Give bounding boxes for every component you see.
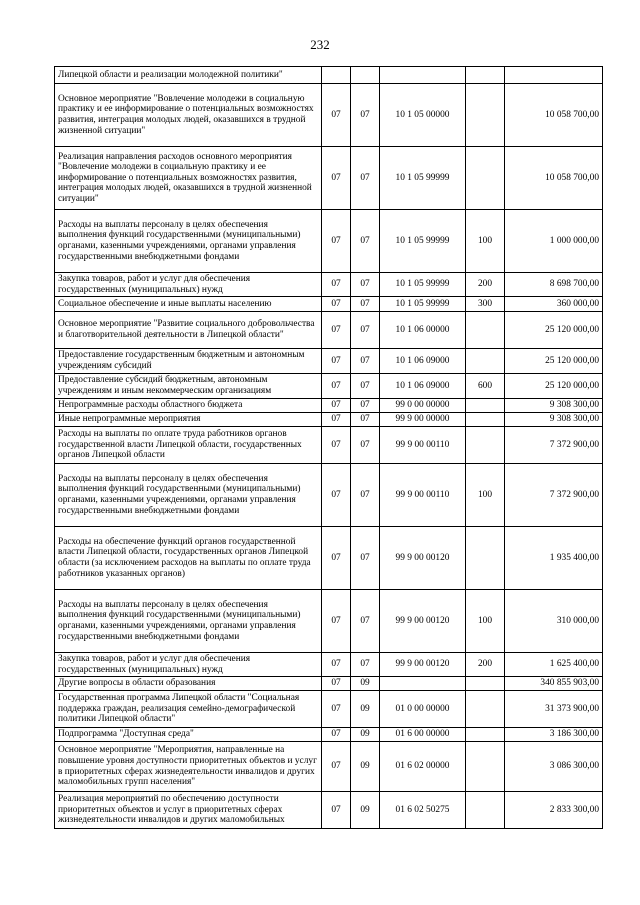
row-section: 07 <box>322 792 351 829</box>
table-row <box>55 792 603 829</box>
row-section: 07 <box>322 147 351 210</box>
table-row <box>55 84 603 147</box>
row-section: 07 <box>322 413 351 427</box>
row-subsection: 07 <box>351 413 380 427</box>
row-name: Реализация направления расходов основного мероприятия "Вовлечение молодежи в социальную практику и ее информирование о потенциальных возможностях развития, интеграция молодых людей, оказавшихся в трудной жизненной ситуации" <box>55 147 322 210</box>
budget-table <box>54 66 603 829</box>
row-expense-type <box>466 349 505 374</box>
table-row <box>55 464 603 527</box>
row-amount: 9 308 300,00 <box>505 413 603 427</box>
row-expense-type: 100 <box>466 464 505 527</box>
row-section <box>322 67 351 84</box>
row-section: 07 <box>322 464 351 527</box>
table-row <box>55 691 603 728</box>
row-amount: 10 058 700,00 <box>505 84 603 147</box>
row-subsection: 07 <box>351 210 380 273</box>
row-amount: 3 186 300,00 <box>505 728 603 742</box>
row-amount: 8 698 700,00 <box>505 273 603 297</box>
row-section: 07 <box>322 84 351 147</box>
row-name: Расходы на обеспечение функций органов государственной власти Липецкой области, государственных органов Липецкой области (за исключением расходов на выплаты по оплате труда работников указанных органов) <box>55 527 322 590</box>
row-subsection: 09 <box>351 677 380 691</box>
row-section: 07 <box>322 742 351 792</box>
table-row <box>55 590 603 653</box>
row-subsection: 07 <box>351 427 380 464</box>
row-section: 07 <box>322 312 351 349</box>
row-amount: 340 855 903,00 <box>505 677 603 691</box>
row-target-article: 10 1 06 00000 <box>380 312 466 349</box>
table-row <box>55 677 603 691</box>
row-subsection: 07 <box>351 349 380 374</box>
row-expense-type: 300 <box>466 297 505 312</box>
row-section: 07 <box>322 691 351 728</box>
row-name: Расходы на выплаты персоналу в целях обеспечения выполнения функций государственными (муниципальными) органами, казенными учреждениями, органами управления государственными внебюджетными фондами <box>55 210 322 273</box>
table-row <box>55 312 603 349</box>
row-target-article: 10 1 05 99999 <box>380 147 466 210</box>
row-expense-type: 600 <box>466 374 505 399</box>
row-expense-type <box>466 399 505 413</box>
table-row <box>55 527 603 590</box>
row-subsection: 07 <box>351 84 380 147</box>
table-row <box>55 728 603 742</box>
row-amount: 3 086 300,00 <box>505 742 603 792</box>
row-amount: 1 625 400,00 <box>505 653 603 677</box>
row-target-article: 01 6 02 50275 <box>380 792 466 829</box>
row-target-article: 99 9 00 00110 <box>380 464 466 527</box>
row-subsection: 09 <box>351 742 380 792</box>
table-row <box>55 427 603 464</box>
row-target-article: 99 9 00 00120 <box>380 527 466 590</box>
table-row <box>55 67 603 84</box>
row-name: Государственная программа Липецкой области "Социальная поддержка граждан, реализация семейно-демографической политики Липецкой области" <box>55 691 322 728</box>
row-section: 07 <box>322 374 351 399</box>
row-subsection: 07 <box>351 464 380 527</box>
table-row <box>55 742 603 792</box>
row-subsection: 09 <box>351 792 380 829</box>
row-expense-type <box>466 742 505 792</box>
row-target-article: 99 0 00 00000 <box>380 399 466 413</box>
row-expense-type: 100 <box>466 590 505 653</box>
row-section: 07 <box>322 728 351 742</box>
row-subsection: 07 <box>351 590 380 653</box>
row-amount: 10 058 700,00 <box>505 147 603 210</box>
table-row <box>55 273 603 297</box>
row-amount: 25 120 000,00 <box>505 349 603 374</box>
table-row <box>55 413 603 427</box>
row-subsection: 07 <box>351 399 380 413</box>
row-name: Основное мероприятие "Развитие социального добровольчества и благотворительной деятельности в Липецкой области" <box>55 312 322 349</box>
row-section: 07 <box>322 677 351 691</box>
row-amount: 360 000,00 <box>505 297 603 312</box>
row-subsection: 07 <box>351 653 380 677</box>
row-subsection: 07 <box>351 147 380 210</box>
row-expense-type <box>466 147 505 210</box>
row-name: Основное мероприятие "Вовлечение молодежи в социальную практику и ее информирование о потенциальных возможностях развития, интеграция молодых людей, оказавшихся в трудной жизненной ситуации" <box>55 84 322 147</box>
row-amount: 25 120 000,00 <box>505 374 603 399</box>
row-name: Подпрограмма "Доступная среда" <box>55 728 322 742</box>
row-section: 07 <box>322 399 351 413</box>
row-section: 07 <box>322 349 351 374</box>
row-target-article: 10 1 06 09000 <box>380 349 466 374</box>
row-name: Непрограммные расходы областного бюджета <box>55 399 322 413</box>
row-expense-type <box>466 413 505 427</box>
row-amount: 1 000 000,00 <box>505 210 603 273</box>
row-section: 07 <box>322 297 351 312</box>
row-amount: 7 372 900,00 <box>505 427 603 464</box>
row-target-article <box>380 67 466 84</box>
row-target-article: 10 1 06 09000 <box>380 374 466 399</box>
row-target-article: 01 0 00 00000 <box>380 691 466 728</box>
row-amount: 25 120 000,00 <box>505 312 603 349</box>
row-name: Расходы на выплаты персоналу в целях обеспечения выполнения функций государственными (муниципальными) органами, казенными учреждениями, органами управления государственными внебюджетными фондами <box>55 464 322 527</box>
row-expense-type <box>466 792 505 829</box>
row-expense-type: 100 <box>466 210 505 273</box>
table-row <box>55 210 603 273</box>
row-section: 07 <box>322 427 351 464</box>
row-target-article: 10 1 05 99999 <box>380 273 466 297</box>
row-expense-type <box>466 527 505 590</box>
row-subsection: 07 <box>351 312 380 349</box>
row-target-article: 99 9 00 00120 <box>380 653 466 677</box>
row-target-article: 01 6 02 00000 <box>380 742 466 792</box>
row-expense-type <box>466 677 505 691</box>
row-target-article: 10 1 05 00000 <box>380 84 466 147</box>
row-amount: 7 372 900,00 <box>505 464 603 527</box>
table-row <box>55 374 603 399</box>
row-amount: 9 308 300,00 <box>505 399 603 413</box>
row-expense-type: 200 <box>466 653 505 677</box>
row-amount <box>505 67 603 84</box>
row-expense-type: 200 <box>466 273 505 297</box>
row-name: Закупка товаров, работ и услуг для обеспечения государственных (муниципальных) нужд <box>55 653 322 677</box>
row-section: 07 <box>322 527 351 590</box>
row-name: Основное мероприятие "Мероприятия, направленные на повышение уровня доступности приоритетных объектов и услуг в приоритетных сферах жизнедеятельности инвалидов и других маломобильных групп населения" <box>55 742 322 792</box>
row-subsection: 09 <box>351 728 380 742</box>
row-expense-type <box>466 84 505 147</box>
table-row <box>55 297 603 312</box>
row-name: Социальное обеспечение и иные выплаты населению <box>55 297 322 312</box>
row-target-article <box>380 677 466 691</box>
table-row <box>55 399 603 413</box>
row-expense-type <box>466 691 505 728</box>
row-amount: 31 373 900,00 <box>505 691 603 728</box>
table-row <box>55 653 603 677</box>
row-name: Другие вопросы в области образования <box>55 677 322 691</box>
row-expense-type <box>466 427 505 464</box>
row-name: Предоставление субсидий бюджетным, автономным учреждениям и иным некоммерческим организациям <box>55 374 322 399</box>
row-section: 07 <box>322 590 351 653</box>
row-name: Иные непрограммные мероприятия <box>55 413 322 427</box>
row-name: Реализация мероприятий по обеспечению доступности приоритетных объектов и услуг в приоритетных сферах жизнедеятельности инвалидов и других маломобильных <box>55 792 322 829</box>
row-target-article: 99 9 00 00120 <box>380 590 466 653</box>
row-section: 07 <box>322 273 351 297</box>
row-expense-type <box>466 312 505 349</box>
row-target-article: 10 1 05 99999 <box>380 210 466 273</box>
row-target-article: 99 9 00 00000 <box>380 413 466 427</box>
row-subsection: 07 <box>351 297 380 312</box>
row-name: Закупка товаров, работ и услуг для обеспечения государственных (муниципальных) нужд <box>55 273 322 297</box>
row-expense-type <box>466 67 505 84</box>
row-name: Липецкой области и реализации молодежной политики" <box>55 67 322 84</box>
row-amount: 2 833 300,00 <box>505 792 603 829</box>
row-subsection: 07 <box>351 273 380 297</box>
row-section: 07 <box>322 653 351 677</box>
row-name: Расходы на выплаты персоналу в целях обеспечения выполнения функций государственными (муниципальными) органами, казенными учреждениями, органами управления государственными внебюджетными фондами <box>55 590 322 653</box>
table-row <box>55 349 603 374</box>
row-target-article: 99 9 00 00110 <box>380 427 466 464</box>
row-name: Расходы на выплаты по оплате труда работников органов государственной власти Липецкой области, государственных органов Липецкой области <box>55 427 322 464</box>
row-amount: 1 935 400,00 <box>505 527 603 590</box>
row-subsection: 07 <box>351 527 380 590</box>
row-section: 07 <box>322 210 351 273</box>
row-subsection <box>351 67 380 84</box>
row-name: Предоставление государственным бюджетным и автономным учреждениям субсидий <box>55 349 322 374</box>
row-subsection: 09 <box>351 691 380 728</box>
row-target-article: 01 6 00 00000 <box>380 728 466 742</box>
row-expense-type <box>466 728 505 742</box>
table-row <box>55 147 603 210</box>
page-number: 232 <box>310 37 330 52</box>
row-subsection: 07 <box>351 374 380 399</box>
row-amount: 310 000,00 <box>505 590 603 653</box>
row-target-article: 10 1 05 99999 <box>380 297 466 312</box>
